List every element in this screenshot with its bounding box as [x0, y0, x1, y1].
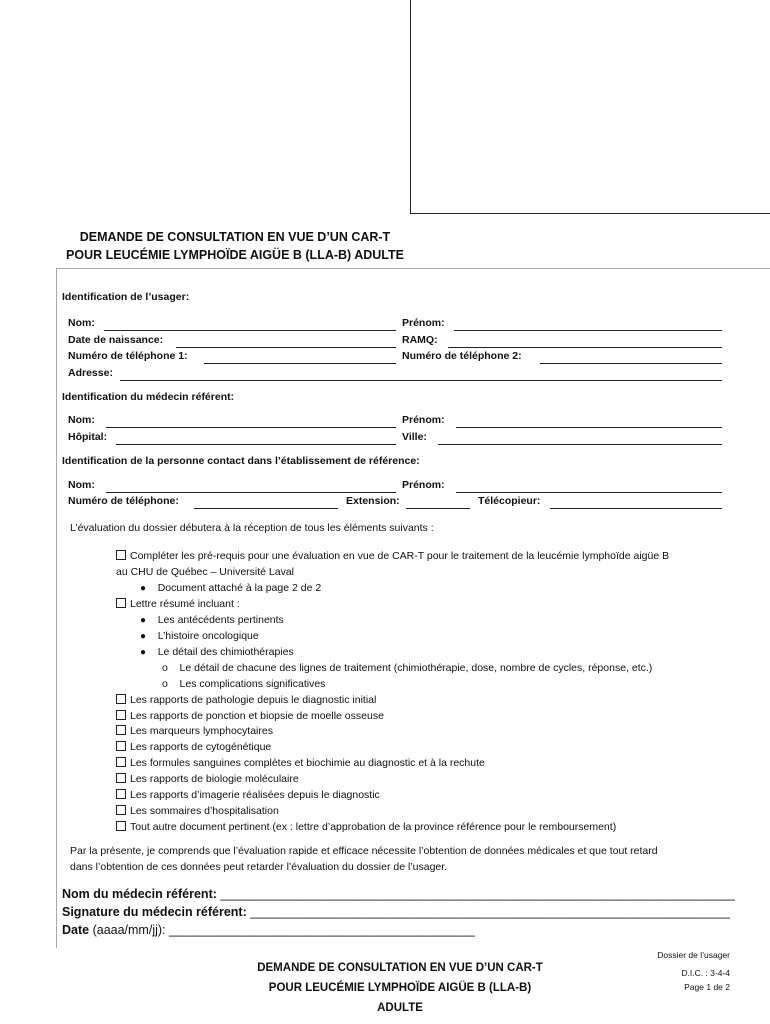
- contact-nom-field[interactable]: [106, 492, 396, 493]
- footer-dic: D.I.C. : 3-4-4: [681, 968, 730, 978]
- patient-dob-field[interactable]: [176, 347, 396, 348]
- checklist-subsubitem-text: Les complications significatives: [179, 678, 326, 690]
- checklist-item-marqueurs: [116, 725, 273, 737]
- referring-prenom-label: Prénom:: [402, 414, 445, 426]
- checklist-item-lettre-text: Lettre résumé incluant :: [130, 598, 240, 610]
- checkbox-lettre[interactable]: [116, 598, 126, 608]
- contact-tel-label: Numéro de téléphone:: [68, 495, 179, 507]
- contact-extension-label: Extension:: [346, 495, 400, 507]
- checklist-item-moelle: [116, 710, 384, 722]
- checklist-item-autre: [116, 821, 616, 833]
- patient-ramq-field[interactable]: [448, 347, 722, 348]
- checklist-item-biologie: [116, 773, 299, 785]
- footer-title-line-2: POUR LEUCÉMIE LYMPHOÏDE AIGÜE B (LLA-B): [268, 982, 532, 994]
- footer-dossier: Dossier de l’usager: [657, 950, 730, 960]
- checklist-item-pathologie: [116, 694, 376, 706]
- bullet-icon: ●: [140, 631, 147, 642]
- signature-label: Signature du médecin référent:: [62, 905, 247, 919]
- patient-dob-label: Date de naissance:: [68, 334, 164, 346]
- referring-ville-field[interactable]: [438, 444, 722, 445]
- referring-nom-label: Nom:: [68, 414, 95, 426]
- referring-ville-label: Ville:: [402, 431, 427, 443]
- intro-text: L’évaluation du dossier débutera à la réception de tous les éléments suivants :: [70, 522, 434, 534]
- footer-title-line-1: DEMANDE DE CONSULTATION EN VUE D’UN CAR-T: [257, 962, 543, 974]
- checklist-item-prerequis-cont: au CHU de Québec – Université Laval: [116, 566, 295, 578]
- circle-bullet-icon: o: [162, 678, 168, 690]
- checklist-item-text: Les formules sanguines complètes et biochimie au diagnostic et à la rechute: [130, 757, 485, 769]
- patient-adresse-field[interactable]: [120, 380, 722, 381]
- referring-prenom-field[interactable]: [456, 427, 722, 428]
- checkbox-marqueurs[interactable]: [116, 725, 126, 735]
- footer-page-number: Page 1 de 2: [684, 982, 730, 992]
- circle-bullet-icon: o: [162, 662, 168, 674]
- patient-adresse-label: Adresse:: [68, 367, 113, 379]
- title-line-1: DEMANDE DE CONSULTATION EN VUE D’UN CAR-T: [79, 230, 391, 244]
- checklist-item-cytogenetique: [116, 741, 271, 753]
- checklist-subitem: [140, 614, 284, 626]
- checkbox-autre[interactable]: [116, 821, 126, 831]
- date-label: Date: [62, 923, 90, 937]
- patient-tel1-field[interactable]: [204, 363, 396, 364]
- checklist-subsubitem-text: Le détail de chacune des lignes de traitement (chimiothérapie, dose, nombre de cycles, réponse, etc.): [179, 662, 653, 674]
- checklist-item-formules: [116, 757, 485, 769]
- checklist-item-prerequis-text: Compléter les pré-requis pour une évaluation en vue de CAR-T pour le traitement de la leucémie lymphoïde aigüe B: [130, 550, 670, 562]
- contact-prenom-field[interactable]: [456, 492, 722, 493]
- checklist-item-lettre: [116, 598, 240, 610]
- footer-meta: [640, 948, 730, 994]
- patient-label-box: [410, 0, 770, 214]
- date-row: [62, 923, 475, 937]
- date-format-hint: (aaaa/mm/jj):: [92, 923, 166, 937]
- referring-nom-field[interactable]: [106, 427, 396, 428]
- contact-prenom-label: Prénom:: [402, 479, 445, 491]
- checkbox-pathologie[interactable]: [116, 694, 126, 704]
- footer-title: [230, 958, 570, 1018]
- checkbox-formules[interactable]: [116, 757, 126, 767]
- checklist-subsubitem: [162, 662, 652, 674]
- checklist-item-text: Les sommaires d’hospitalisation: [130, 805, 279, 817]
- checklist-item-text: Les rapports de ponction et biopsie de moelle osseuse: [130, 710, 384, 722]
- page-title: [60, 228, 410, 264]
- checklist-subitem-text: Le détail des chimiothérapies: [157, 646, 294, 658]
- referring-name-signature-row: [62, 887, 735, 901]
- contact-telecopieur-label: Télécopieur:: [478, 495, 541, 507]
- patient-section-heading: Identification de l’usager:: [62, 291, 190, 303]
- contact-nom-label: Nom:: [68, 479, 95, 491]
- referring-hopital-label: Hôpital:: [68, 431, 108, 443]
- checklist-item-text: Tout autre document pertinent (ex : lettre d’approbation de la province référence pour le remboursement): [130, 821, 617, 833]
- bullet-icon: ●: [140, 583, 147, 594]
- checklist-item-prerequis: [116, 550, 669, 562]
- checkbox-prerequis[interactable]: [116, 550, 126, 560]
- checklist-item-text: Les rapports de biologie moléculaire: [130, 773, 299, 785]
- date-field[interactable]: ____________________________________________: [169, 923, 475, 937]
- checklist-subitem: [140, 646, 294, 658]
- referring-name-label: Nom du médecin référent:: [62, 887, 217, 901]
- signature-row: [62, 905, 730, 919]
- patient-prenom-field[interactable]: [454, 330, 722, 331]
- checkbox-biologie[interactable]: [116, 773, 126, 783]
- checklist-item-imagerie: [116, 789, 380, 801]
- contact-extension-field[interactable]: [406, 508, 470, 509]
- contact-tel-field[interactable]: [194, 508, 338, 509]
- referring-name-field[interactable]: __________________________________________________________________________: [220, 887, 735, 901]
- checklist-item-text: Les rapports d’imagerie réalisées depuis le diagnostic: [130, 789, 380, 801]
- checkbox-imagerie[interactable]: [116, 789, 126, 799]
- checklist-subitem-text: Les antécédents pertinents: [157, 614, 284, 626]
- patient-nom-field[interactable]: [104, 330, 396, 331]
- checklist-item-hospitalisation: [116, 805, 279, 817]
- checklist-subitem: [140, 630, 259, 642]
- referring-section-heading: Identification du médecin référent:: [62, 391, 235, 403]
- checklist-subitem: [140, 582, 321, 594]
- bullet-icon: ●: [140, 647, 147, 658]
- checklist-subsubitem: [162, 678, 325, 690]
- patient-ramq-label: RAMQ:: [402, 334, 438, 346]
- checklist-item-text: Les marqueurs lymphocytaires: [130, 725, 273, 737]
- checkbox-hospitalisation[interactable]: [116, 805, 126, 815]
- checkbox-cytogenetique[interactable]: [116, 741, 126, 751]
- bullet-icon: ●: [140, 615, 147, 626]
- checklist-subitem-text: L’histoire oncologique: [157, 630, 259, 642]
- checklist-item-text: Les rapports de pathologie depuis le diagnostic initial: [130, 694, 377, 706]
- referring-hopital-field[interactable]: [116, 444, 396, 445]
- signature-field[interactable]: _____________________________________________________________________: [250, 905, 730, 919]
- contact-section-heading: Identification de la personne contact dans l’établissement de référence:: [62, 455, 420, 467]
- footer-title-line-3: ADULTE: [377, 1002, 423, 1014]
- patient-nom-label: Nom:: [68, 317, 95, 329]
- checklist-item-text: Les rapports de cytogénétique: [130, 741, 272, 753]
- title-line-2: POUR LEUCÉMIE LYMPHOÏDE AIGÜE B (LLA-B) ADULTE: [66, 248, 404, 262]
- patient-tel1-label: Numéro de téléphone 1:: [68, 350, 188, 362]
- disclaimer-line-1: Par la présente, je comprends que l’évaluation rapide et efficace nécessite l’obtention de données médicales et que tout retard: [70, 845, 658, 857]
- checkbox-moelle[interactable]: [116, 710, 126, 720]
- contact-telecopieur-field[interactable]: [550, 508, 722, 509]
- checklist-subitem-text: Document attaché à la page 2 de 2: [157, 582, 322, 594]
- patient-tel2-field[interactable]: [540, 363, 722, 364]
- patient-tel2-label: Numéro de téléphone 2:: [402, 350, 522, 362]
- patient-prenom-label: Prénom:: [402, 317, 445, 329]
- disclaimer-line-2: dans l’obtention de ces données peut retarder l’évaluation du dossier de l’usager.: [70, 861, 448, 873]
